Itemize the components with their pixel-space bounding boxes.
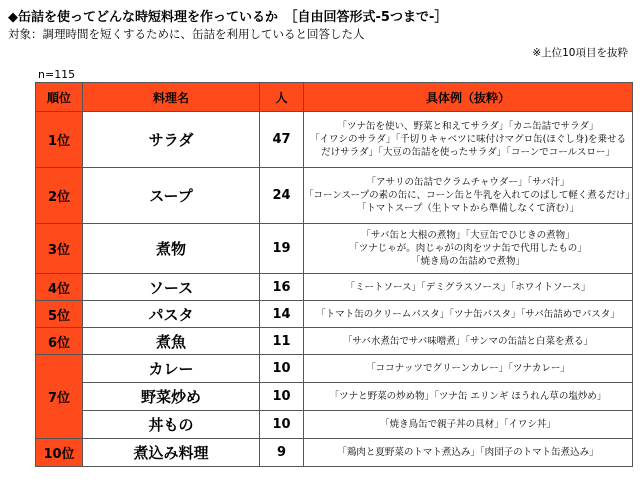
rank-cell: 10位 [36,439,83,467]
rank-cell: 5位 [36,301,83,328]
example-line: 「サバ缶と大根の煮物」「大豆缶でひじきの煮物」 [361,230,575,241]
example-line: 「焼き鳥缶で親子丼の具材」「イワシ丼」 [380,419,556,430]
example-line: 「ミートソース」「デミグラスソース」「ホワイトソース」 [345,281,591,293]
count-cell: 9 [260,439,304,467]
rank-cell: 3位 [36,224,83,274]
example-line: 「イワシのサラダ」「千切りキャベツに味付けマグロ缶(ほぐし身)を乗せる [309,134,627,145]
count-cell: 10 [260,411,304,439]
example-line: 「ツナじゃが。肉じゃがの肉をツナ缶で代用したもの」 [349,243,587,254]
dish-name: 煮物 [83,224,260,274]
examples-cell [304,439,633,467]
rank-cell: 4位 [36,274,83,301]
example-line: 「サバ水煮缶でサバ味噌煮」「サンマの缶詰と白菜を煮る」 [342,335,594,347]
example-line: 「アサリの缶詰でクラムチャウダー」「サバ汁」 [366,177,570,188]
header-rank: 順位 [36,83,83,112]
count-cell: 47 [260,112,304,168]
example-line: だけサラダ」「大豆の缶詰を使ったサラダ」「コーンでコールスロー」 [321,147,615,158]
table-row [36,168,633,224]
dish-name: サラダ [83,112,260,168]
count-cell: 19 [260,224,304,274]
dish-name: ソース [83,274,260,301]
example-line: 「鶏肉と夏野菜のトマト煮込み」「肉団子のトマト缶煮込み」 [337,447,599,458]
table-row [36,301,633,328]
table-row [36,274,633,301]
example-line: 「焼き鳥の缶詰めで煮物」 [410,256,525,267]
table-row [36,355,633,383]
header-examples: 具体例（抜粋） [304,83,633,112]
count-cell: 16 [260,274,304,301]
excerpt-note: ※上位10項目を抜粋 [532,47,628,59]
dish-name: 丼もの [83,411,260,439]
sample-size: n=115 [38,68,76,81]
table-row [36,112,633,168]
table-row [36,439,633,467]
dish-name: パスタ [83,301,260,328]
header-dish: 料理名 [83,83,260,112]
table-row [36,224,633,274]
table-row [36,328,633,355]
count-cell: 24 [260,168,304,224]
dish-name: スープ [83,168,260,224]
example-line: 「トマト缶のクリームパスタ」「ツナ缶パスタ」「サバ缶詰めでパスタ」 [316,308,620,320]
rank-cell: 6位 [36,328,83,355]
ranking-table [35,82,633,467]
table-header-row [36,83,633,112]
table-row [36,383,633,411]
examples-cell [304,411,633,439]
count-cell: 10 [260,383,304,411]
examples-cell [304,301,633,328]
example-line: 「コーンスープの素の缶に、コーン缶と牛乳を入れてのばして軽く煮るだけ」 [304,190,635,201]
count-cell: 10 [260,355,304,383]
example-line: 「ツナと野菜の炒め物」「ツナ缶 エリンギ ほうれん草の塩炒め」 [329,391,607,402]
examples-cell [304,274,633,301]
rank-cell: 1位 [36,112,83,168]
example-line: 「ツナ缶を使い、野菜と和えてサラダ」「カニ缶詰でサラダ」 [337,121,599,132]
example-line: 「ココナッツでグリーンカレー」「ツナカレー」 [366,363,570,374]
survey-target: 対象：調理時間を短くするために、缶詰を利用していると回答した人 [8,27,365,41]
examples-cell [304,328,633,355]
rank-cell: 2位 [36,168,83,224]
dish-name: 煮魚 [83,328,260,355]
header-count: 人 [260,83,304,112]
dish-name: カレー [83,355,260,383]
dish-name: 煮込み料理 [83,439,260,467]
examples-cell [304,112,633,168]
page-title: ◆缶詰を使ってどんな時短料理を作っているか ［自由回答形式-5つまで-］ [8,10,448,25]
examples-cell [304,224,633,274]
count-cell: 14 [260,301,304,328]
examples-cell [304,383,633,411]
count-cell: 11 [260,328,304,355]
table-row [36,411,633,439]
examples-cell [304,355,633,383]
example-line: 「トマトスープ（生トマトから準備しなくて済む）」 [356,203,580,214]
dish-name: 野菜炒め [83,383,260,411]
examples-cell [304,168,633,224]
rank-cell: 7位 [36,355,83,439]
